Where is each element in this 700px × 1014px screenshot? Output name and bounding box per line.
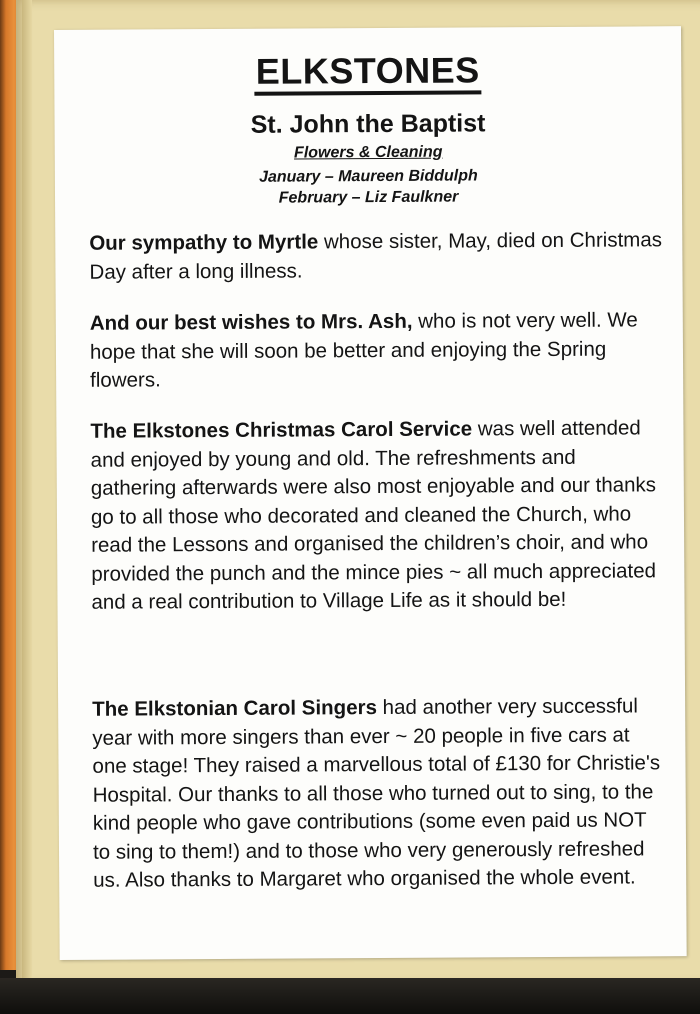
background-surface [0,978,700,1014]
paragraph-carol-service [90,414,665,617]
paragraph-lead: The Elkstonian Carol Singers [92,696,378,721]
page-title [54,48,681,96]
church-name: St. John the Baptist [250,109,486,139]
paragraph-body: was well attended and enjoyed by young and old. The refreshments and gathering afterwards were also most enjoyable and our thanks go to all those who decorated and cleaned the Church, who read the Lessons and organised the children’s choir, and who provided the punch and the mince pies ~ all much appreciated and a real contribution to Village Life as it should be! [90,416,657,614]
rota-list [55,164,682,210]
paragraph-body: had another very successful year with more singers than ever ~ 20 people in five cars at one stage! They raised a marvellous total of £130 for Christie's Hospital. Our thanks to all those who turned out to sing, to the kind people who gave contributions (some even paid us NOT to sing to them!) and to those who very generously refreshed us. Also thanks to Margaret who organised the whole event. [92,694,661,892]
paragraph-lead: Our sympathy to Myrtle [89,230,319,255]
title-text: ELKSTONES [254,50,482,95]
paragraph-carol-singers [92,692,667,895]
newsletter-clipping [54,26,687,960]
paragraph-lead: And our best wishes to Mrs. Ash, [89,309,413,335]
rota-item-january: January – Maureen Biddulph [258,167,478,186]
section-heading: Flowers & Cleaning [293,143,443,162]
paragraph-sympathy [89,226,663,287]
binder-gutter [22,0,32,985]
paragraph-body: whose sister, May, died on Christmas Day after a long illness. [89,228,663,284]
paragraph-best-wishes [90,306,665,395]
paragraph-body: who is not very well. We hope that she will soon be better and enjoying the Spring flowers. [89,308,638,392]
paragraph-lead: The Elkstones Christmas Carol Service [90,417,473,443]
rota-item-february: February – Liz Faulkner [278,188,459,207]
